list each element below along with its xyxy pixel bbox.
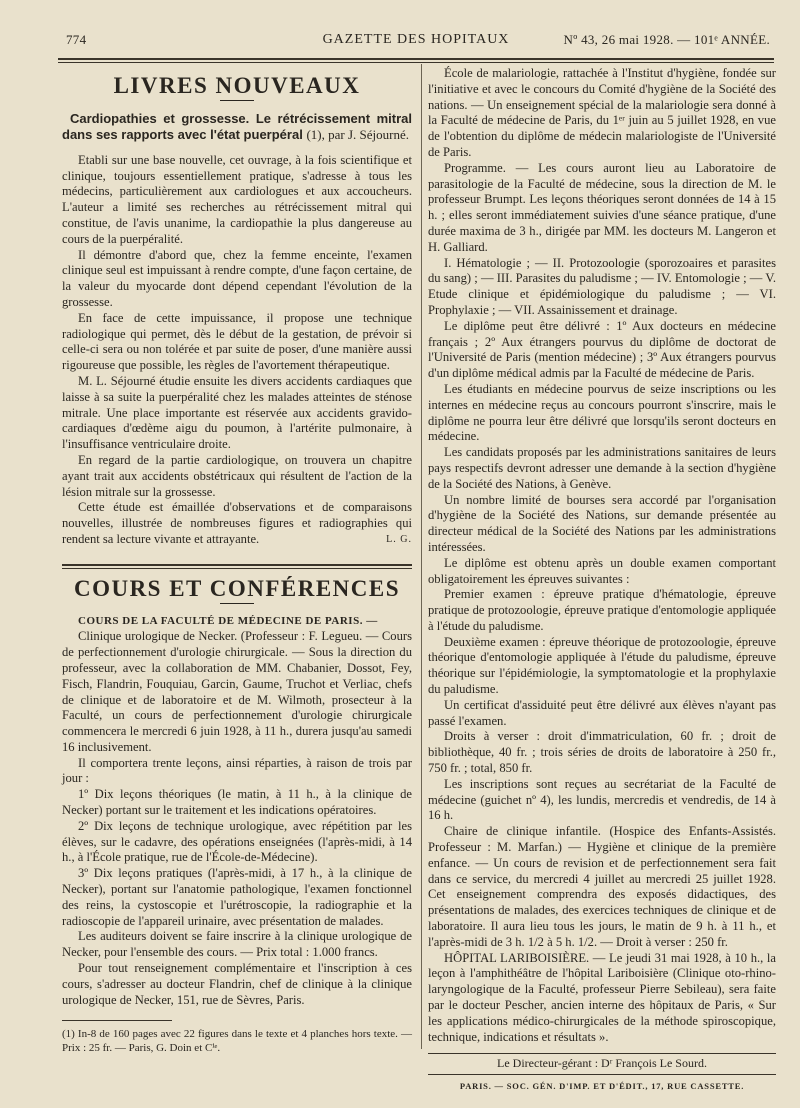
notice-paragraph: Programme. — Les cours auront lieu au Laboratoire de parasitologie de la Faculté de médecine, sous la direction de M. le professeur Brumpt. Les leçons théoriques seront données de 14 à 15 h. ; elles seront immédiatement suivies d'une séance pratique, d'une durée maxima de 3 h., dirigée par MM. les docteurs M. Langeron et H. Galliard. bbox=[428, 160, 776, 254]
notice-paragraph: Un nombre limité de bourses sera accordé par l'organisation d'hygiène de la Société des Nations, sur demande présentée au directeur médical de la Société des Nations par les administrations intéressées. bbox=[428, 492, 776, 554]
notice-paragraph: I. Hématologie ; — II. Protozoologie (sporozoaires et parasites du sang) ; — III. Parasites du paludisme ; — IV. Entomologie ; — V. Etude clinique et épidémiologique du paludisme ; — VI. Prophylaxie ; — VII. Assainissement et drainage. bbox=[428, 255, 776, 317]
footnote: (1) In-8 de 160 pages avec 22 figures dans le texte et 4 planches hors texte. — Prix : 25 fr. — Paris, G. Doin et Cⁱᵉ. bbox=[62, 1028, 412, 1055]
title-rule bbox=[220, 603, 254, 604]
review-paragraph: M. L. Séjourné étudie ensuite les divers accidents cardiaques que laisse à sa suite la puerpéralité chez les malades atteintes de sténose mitrale. Une place importante est réservée aux accidents gravido-cardiaques d'œdème aigu du poumon, à l'artérite pulmonaire, à l'insuffisance ventriculaire droite. bbox=[62, 373, 412, 452]
review-paragraph bbox=[62, 500, 412, 547]
review-paragraph: En regard de la partie cardiologique, on trouvera un chapitre ayant trait aux accidents obstétricaux qui résultent de l'action de la lésion mitrale sur la grossesse. bbox=[62, 452, 412, 499]
course-paragraph: Il comportera trente leçons, ainsi réparties, à raison de trois par jour : bbox=[62, 755, 412, 786]
title-rule bbox=[220, 100, 254, 101]
section-title-livres: LIVRES NOUVEAUX bbox=[113, 73, 361, 98]
review-paragraph: Il démontre d'abord que, chez la femme enceinte, l'examen clinique seul est impuissant à rendre compte, d'une façon certaine, de la valeur du myocarde dont dépend cependant l'évolution de la grossesse. bbox=[62, 247, 412, 309]
book-title-main: Cardiopathies et grossesse. Le rétrécissement mitral dans ses rapports avec l'état puerpéral bbox=[62, 110, 412, 142]
course-paragraph: Clinique urologique de Necker. (Professeur : F. Legueu. — Cours de perfectionnement d'urologie chirurgicale. — Sous la direction du professeur, avec la collaboration de MM. Chabanier, Dossot, Fey, Fisch, Flandrin, Fouquiau, Garcin, Gaume, Truchot et Verliac, chefs de clinique et de laboratoire et de M. Wilmoth, prosecteur à la Faculté, un cours de perfectionnement d'urologie chirurgicale commencera le mercredi 6 juin 1928, à 11 h., durera jusqu'au samedi 16 inclusivement. bbox=[62, 629, 412, 754]
course-paragraph: Pour tout renseignement complémentaire et l'inscription à ces cours, s'adresser au docteur Flandrin, chef de clinique à la clinique urologique de Necker, 151, rue de Sèvres, Paris. bbox=[62, 961, 412, 1007]
notice-paragraph: Deuxième examen : épreuve théorique de protozoologie, épreuve théorique d'entomologie appliquée à l'étude du paludisme, épreuve théorique sur l'épidémiologie, la symptomatologie et la prophylaxie du paludisme. bbox=[428, 634, 776, 697]
footnote-rule bbox=[62, 1020, 172, 1021]
section-title-cours: COURS ET CONFÉRENCES bbox=[73, 575, 401, 601]
course-paragraph: 1º Dix leçons théoriques (le matin, à 11 h., à la clinique de Necker) portant sur le traitement et les indications opératoires. bbox=[62, 787, 412, 818]
section-separator bbox=[62, 564, 412, 569]
notice-paragraph: Premier examen : épreuve pratique d'hématologie, épreuve pratique de protozoologie, épreuve pratique d'entomologie appliquée à l'étude du paludisme. bbox=[428, 587, 776, 633]
review-paragraph: Etabli sur une base nouvelle, cet ouvrage, à la fois scientifique et clinique, toujours essentiellement pratique, s'adresse à tous les médecins, particulièrement aux cardiologues et aux accoucheurs. L'auteur a limité ses recherches au rétrécissement mitral qui constitue, de l'avis unanime, la cardiopathie la plus dangereuse au cours de la puerpéralité. bbox=[62, 152, 412, 246]
review-text: Cette étude est émaillée d'observations et de comparaisons nouvelles, illustrée de nombreuses figures et radiographies qui rendent sa lecture vivante et attrayante. bbox=[62, 500, 412, 546]
review-paragraph: En face de cette impuissance, il propose une technique radiologique qui permet, dès le début de la gestation, de prévoir si celle-ci sera ou non tolérée et par suite de poser, d'une manière aussi rigoureuse que possible, les règles de l'avortement thérapeutique. bbox=[62, 310, 412, 373]
book-title bbox=[62, 111, 412, 143]
book-title-author: (1), par J. Séjourné. bbox=[306, 126, 409, 142]
review-signature: L. G. bbox=[386, 533, 412, 545]
header-rule bbox=[58, 58, 774, 63]
issue-info: Nº 43, 26 mai 1928. — 101ᵉ ANNÉE. bbox=[563, 32, 770, 47]
course-paragraph: Les auditeurs doivent se faire inscrire à la clinique urologique de Necker, pour l'ensemble des cours. — Prix total : 1.000 francs. bbox=[62, 929, 412, 960]
notice-paragraph: Le diplôme peut être délivré : 1º Aux docteurs en médecine français ; 2º Aux étrangers pourvus du diplôme de doctorat de l'Université de Paris (mention médecine) ; 3º Aux étrangers pourvus d'un diplôme médical admis par la Faculté de médecine de Paris. bbox=[428, 318, 776, 381]
course-paragraph: 3º Dix leçons pratiques (l'après-midi, à 17 h., à la clinique de Necker), portant sur l'anatomie pathologique, l'examen fonctionnel des reins, la cystoscopie et l'urétroscopie, la radiographie et la radioscopie de l'appareil urinaire, avec présentation de malades. bbox=[62, 866, 412, 928]
notice-paragraph: École de malariologie, rattachée à l'Institut d'hygiène, fondée sur l'initiative et avec le concours du Comité d'hygiène de la Société des nations. — Un enseignement spécial de la malariologie sera donné à la Faculté de médecine de Paris, du 1ᵉʳ juin au 5 juillet 1928, en vue de l'obtention du diplôme de médecin malariologiste de l'Université de Paris. bbox=[428, 66, 776, 159]
editor-line: Le Directeur-gérant : Dʳ François Le Sourd. bbox=[497, 1056, 707, 1071]
closing-rule bbox=[428, 1053, 776, 1054]
notice-paragraph: Le diplôme est obtenu après un double examen comportant obligatoirement les épreuves suivantes : bbox=[428, 555, 776, 586]
notice-paragraph: Les candidats proposés par les administrations sanitaires de leurs pays respectifs devront adresser une demande à la section d'hygiène de la Société des Nations, à Genève. bbox=[428, 445, 776, 491]
notice-paragraph: HÔPITAL LARIBOISIÈRE. — Le jeudi 31 mai 1928, à 10 h., la leçon à l'amphithéâtre de l'hôpital Lariboisière (Clinique oto-rhino-laryngologique de la Faculté, professeur Pierre Sebileau), sera faite par le docteur Pescher, ancien interne des hôpitaux de Paris, « Sur les applications médico-chirurgicales de la méthode spiroscopique, technique, indications et résultats ». bbox=[428, 950, 776, 1044]
closing-rule bbox=[428, 1074, 776, 1075]
printer-line: PARIS. — SOC. GÉN. D'IMP. ET D'ÉDIT., 17, RUE CASSETTE. bbox=[459, 1081, 745, 1092]
page-number: 774 bbox=[66, 32, 87, 47]
course-paragraph: 2º Dix leçons de technique urologique, avec répétition par les élèves, sur le cadavre, des opérations enseignées (l'après-midi, à 14 h., à l'École pratique, rue de l'École-de-Médecine). bbox=[62, 818, 412, 865]
journal-title: GAZETTE DES HOPITAUX bbox=[322, 32, 510, 47]
page-header bbox=[58, 26, 774, 52]
notice-paragraph: Chaire de clinique infantile. (Hospice des Enfants-Assistés. Professeur : M. Marfan.) — Hygiène et clinique de la première enfance. — Un cours de revision et de perfectionnement sera fait dans ce service, du mercredi 4 juillet au mercredi 25 juillet 1928. Cet enseignement comprendra des exposés didactiques, des présentations de malades, des exercices techniques de clinique et de laboratoire. Il aura lieu tous les jours, le matin de 9 h. à 11 h., et l'après-midi de 3 h. 1/2 à 5 h. 1/2. — Droit à verser : 250 fr. bbox=[428, 824, 776, 949]
column-divider bbox=[421, 64, 422, 1049]
course-lead: COURS DE LA FACULTÉ DE MÉDECINE DE PARIS. — bbox=[78, 614, 378, 627]
notice-paragraph: Les étudiants en médecine pourvus de seize inscriptions ou les internes en médecine reçus au concours pourront s'inscrire, mais le diplôme ne pourra leur être délivré que lorsqu'ils seront docteurs en médecine. bbox=[428, 381, 776, 444]
left-column bbox=[62, 70, 412, 1055]
notice-paragraph: Les inscriptions sont reçues au secrétariat de la Faculté de médecine (guichet nº 4), les lundis, mercredis et vendredis, de 14 à 16 h. bbox=[428, 776, 776, 823]
right-column bbox=[428, 66, 776, 1095]
notice-paragraph: Droits à verser : droit d'immatriculation, 60 fr. ; droit de bibliothèque, 40 fr. ; trois séries de droits de laboratoire à 250 fr., 750 fr. ; total, 850 fr. bbox=[428, 729, 776, 776]
notice-paragraph: Un certificat d'assiduité peut être délivré aux élèves n'ayant pas passé l'examen. bbox=[428, 697, 776, 728]
